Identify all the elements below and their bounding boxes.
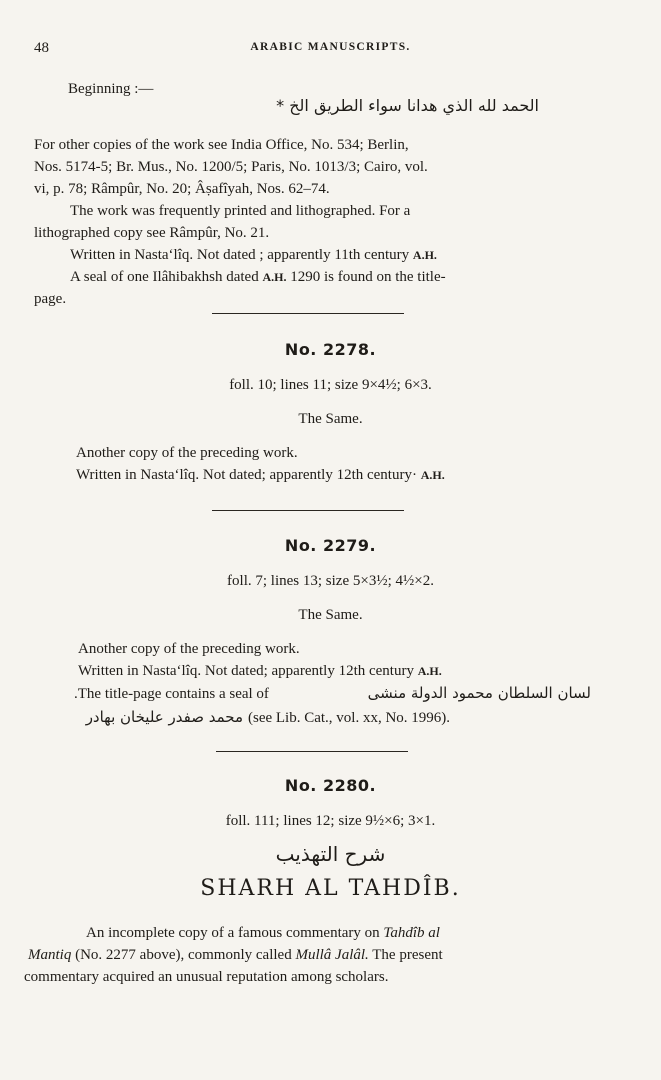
entry-2278-line1: Another copy of the preceding work. — [76, 445, 298, 461]
entry-2280-desc2 — [28, 944, 443, 966]
entry-2279-arabic2: محمد صفدر عليخان بهادر — [85, 708, 243, 726]
divider — [212, 510, 404, 511]
written-line — [70, 244, 437, 266]
entry-size-2278: foll. 10; lines 11; size 9×4½; 6×3. — [229, 377, 432, 393]
seal-line-2: page. — [34, 291, 67, 307]
paragraph1-line3: vi, p. 78; Râmpûr, No. 20; Âṣafîyah, Nos. 62–74. — [34, 181, 330, 197]
paragraph1-line2: Nos. 5174-5; Br. Mus., No. 1200/5; Paris, No. 1013/3; Cairo, vol. — [34, 159, 428, 175]
entry-2279-line3: .The title-page contains a seal of — [74, 686, 269, 702]
entry-2279-line2 — [78, 660, 442, 682]
ah-abbrev: A.H. — [420, 468, 445, 482]
beginning-label: Beginning :— — [68, 81, 154, 97]
entry-2279-line1: Another copy of the preceding work. — [78, 641, 300, 657]
entry-same-2279: The Same. — [298, 607, 363, 623]
entry-size-2280: foll. 111; lines 12; size 9½×6; 3×1. — [225, 813, 436, 829]
ah-abbrev: A.H. — [412, 248, 437, 262]
written-text: Written in Nasta‘lîq. Not dated ; apparently 11th century — [70, 247, 410, 263]
desc2-italic-2: Mullâ Jalâl. — [295, 947, 369, 963]
divider — [216, 751, 408, 752]
entry-2280-arabic-title: شرح التهذيب — [275, 842, 386, 866]
running-title: ARABIC MANUSCRIPTS. — [250, 41, 411, 53]
ah-abbrev: A.H. — [417, 664, 442, 678]
desc2-text-b: The present — [372, 947, 443, 963]
desc1-text: An incomplete copy of a famous commentary on — [86, 925, 380, 941]
desc1-italic: Tahdîb al — [383, 925, 440, 941]
paragraph2-line1: The work was frequently printed and lithographed. For a — [70, 203, 411, 219]
entry-2280-desc3: commentary acquired an unusual reputation among scholars. — [24, 969, 389, 985]
paragraph2-line2: lithographed copy see Râmpûr, No. 21. — [34, 225, 270, 241]
entry-2278-written: Written in Nasta‘lîq. Not dated; apparently 12th century· — [76, 467, 417, 483]
entry-2280-title: SHARH AL TAHDÎB. — [200, 876, 461, 901]
seal-line — [70, 266, 446, 288]
desc2-italic: Mantiq — [28, 947, 72, 963]
ah-abbrev: A.H. — [262, 270, 287, 284]
entry-2280-desc1 — [86, 922, 440, 944]
entry-number-2279: No. 2279. — [284, 536, 377, 555]
page-number: 48 — [34, 40, 49, 56]
entry-number-2278: No. 2278. — [284, 340, 377, 359]
entry-2279-written: Written in Nasta‘lîq. Not dated; apparently 12th century — [78, 663, 414, 679]
desc2-text: (No. 2277 above), commonly called — [75, 947, 292, 963]
beginning-arabic: الحمد لله الذي هدانا سواء الطريق الخ * — [276, 96, 539, 115]
seal-text-a: A seal of one Ilâhibakhsh dated — [70, 269, 259, 285]
entry-2279-arabic1: لسان السلطان محمود الدولة منشى — [367, 684, 591, 702]
entry-2279-line4: (see Lib. Cat., vol. xx, No. 1996). — [248, 710, 451, 726]
entry-size-2279: foll. 7; lines 13; size 5×3½; 4½×2. — [227, 573, 434, 589]
entry-number-2280: No. 2280. — [284, 776, 377, 795]
paragraph1-line1: For other copies of the work see India Office, No. 534; Berlin, — [34, 137, 409, 153]
divider — [212, 313, 404, 314]
entry-2278-line2 — [76, 464, 445, 486]
seal-text-b: 1290 is found on the title- — [290, 269, 446, 285]
entry-same-2278: The Same. — [298, 411, 363, 427]
